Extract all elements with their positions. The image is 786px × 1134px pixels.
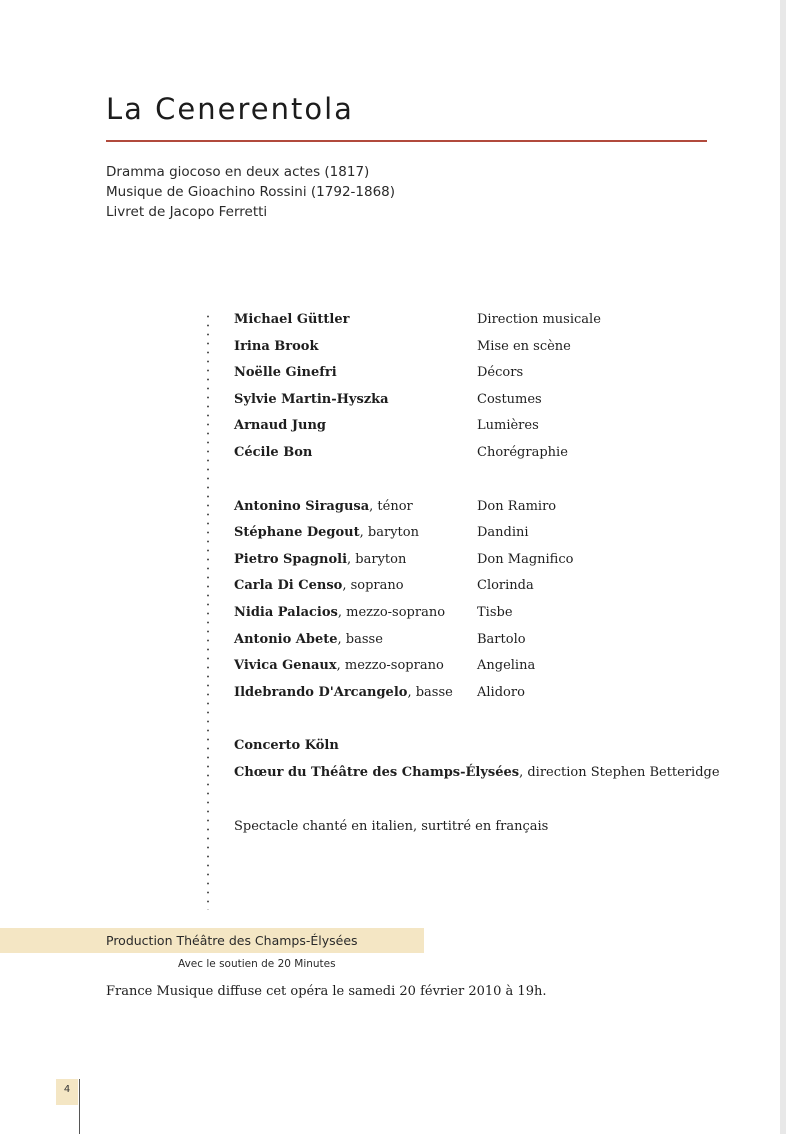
cast-row [234, 685, 694, 712]
credit-name: Arnaud Jung [234, 418, 327, 434]
credit-role: Mise en scène [477, 338, 571, 354]
credit-row [234, 365, 694, 392]
ensembles [234, 738, 720, 792]
sponsor-note: Avec le soutien de 20 Minutes [178, 958, 336, 970]
cast-row [234, 658, 694, 685]
dotted-margin-line [207, 312, 209, 910]
orchestra-name: Concerto Köln [234, 738, 339, 753]
choir-direction: , direction Stephen Betteridge [519, 765, 720, 780]
singer-name: Pietro Spagnoli [234, 551, 348, 567]
title-rule [106, 140, 707, 142]
credit-role: Décors [477, 365, 524, 381]
cast-row [234, 578, 694, 605]
credit-name: Sylvie Martin-Hyszka [234, 391, 389, 407]
credit-name: Noëlle Ginefri [234, 365, 337, 381]
credit-name: Irina Brook [234, 338, 319, 354]
language-note: Spectacle chanté en italien, surtitré en français [234, 819, 549, 834]
character-name: Angelina [477, 658, 536, 674]
cast-row [234, 632, 694, 659]
singer-name: Stéphane Degout [234, 525, 360, 541]
singer-name: Nidia Palacios [234, 604, 338, 620]
page-edge-shadow [780, 0, 786, 1134]
credit-row [234, 339, 694, 366]
page-title: La Cenerentola [106, 92, 354, 126]
credit-role: Chorégraphie [477, 444, 568, 460]
production-credit: Production Théâtre des Champs-Élysées [106, 933, 358, 948]
credit-role: Lumières [477, 418, 539, 434]
section-gap [234, 472, 694, 499]
credit-row [234, 312, 694, 339]
voice-type: , soprano [342, 578, 404, 594]
choir-name: Chœur du Théâtre des Champs-Élysées [234, 765, 520, 780]
credit-row [234, 445, 694, 472]
credit-row [234, 418, 694, 445]
voice-type: , basse [407, 684, 453, 700]
credit-name: Michael Güttler [234, 312, 350, 327]
page-number-rule [79, 1079, 80, 1134]
librettist-line: Livret de Jacopo Ferretti [106, 204, 268, 220]
cast-row [234, 525, 694, 552]
cast-row [234, 605, 694, 632]
character-name: Clorinda [477, 578, 534, 594]
character-name: Alidoro [477, 684, 525, 700]
voice-type: , mezzo-soprano [336, 658, 444, 674]
character-name: Tisbe [477, 604, 513, 620]
credit-row [234, 392, 694, 419]
singer-name: Antonio Abete [234, 631, 338, 647]
credit-role: Costumes [477, 391, 542, 407]
voice-type: , baryton [359, 525, 419, 541]
credit-name: Cécile Bon [234, 444, 313, 460]
voice-type: , basse [337, 631, 383, 647]
credits-list [234, 312, 694, 711]
composer-line: Musique de Gioachino Rossini (1792-1868) [106, 184, 396, 200]
character-name: Bartolo [477, 631, 526, 647]
credit-role: Direction musicale [477, 312, 601, 327]
character-name: Dandini [477, 525, 529, 541]
singer-name: Ildebrando D'Arcangelo [234, 684, 408, 700]
broadcast-note: France Musique diffuse cet opéra le samedi 20 février 2010 à 19h. [106, 984, 547, 999]
character-name: Don Ramiro [477, 498, 557, 514]
work-description [106, 162, 395, 222]
character-name: Don Magnifico [477, 551, 574, 567]
singer-name: Carla Di Censo [234, 578, 343, 594]
singer-name: Vivica Genaux [234, 658, 337, 674]
singer-name: Antonino Siragusa [234, 498, 370, 514]
page-number: 4 [56, 1079, 78, 1105]
cast-row [234, 552, 694, 579]
voice-type: , ténor [369, 498, 413, 514]
voice-type: , baryton [347, 551, 407, 567]
voice-type: , mezzo-soprano [337, 604, 446, 620]
genre-line: Dramma giocoso en deux actes (1817) [106, 164, 370, 180]
cast-row [234, 499, 694, 526]
